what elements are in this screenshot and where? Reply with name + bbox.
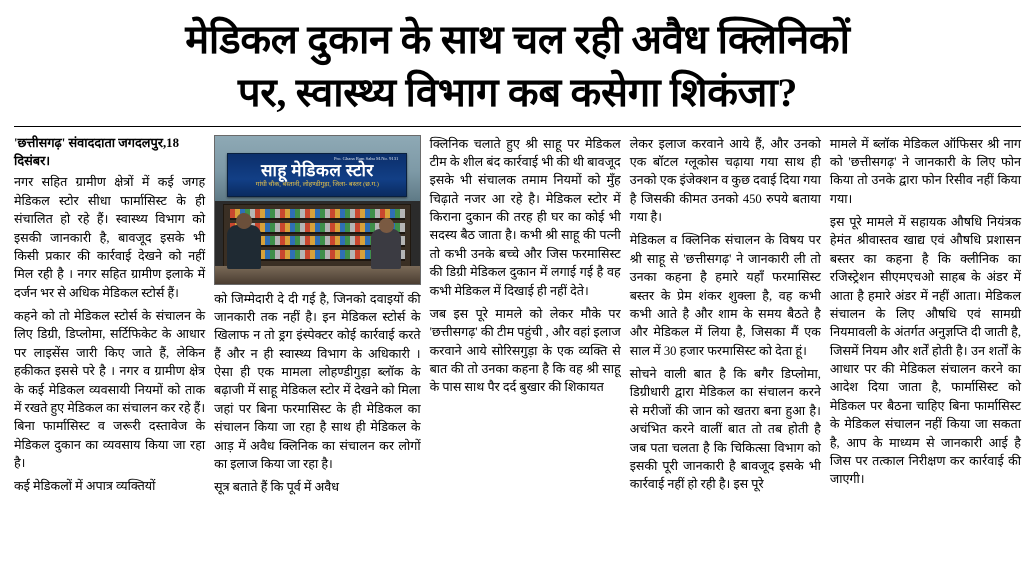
headline-divider (14, 126, 1021, 127)
column-4 (630, 135, 821, 499)
paragraph: सोचने वाली बात है कि बगैर डिप्लोमा, डिग्रीधारी द्वारा मेडिकल का संचालन करने से मरीजों की जान को खतरा बना हुआ है। अचंभित करने वालीं बात तो तब होती है जब पता चलता है कि चिकित्सा विभाग को इसकी पूरी जानकारी है बावजूद इसके भी कार्रवाई नहीं हो रही है। इस पूरे (629, 367, 821, 492)
paragraph: कहने को तो मेडिकल स्टोर्स के संचालन के लिए डिग्री, डिप्लोमा, सर्टिफिकेट के आधार पर लाइसेंस जारी किए जाते हैं, लेकिन हकीकत इससे परे है । नगर व ग्रामीण क्षेत्र के कई मेडिकल व्यवसायी नियमों को ताक में रखते हुए मेडिकल का संचालन कर रहे हैं। बिना फार्मासिस्ट व जरूरी दस्तावेज के मेडिकल दुकान का व्यवसाय किया जा रहा है। (14, 309, 206, 471)
column-1 (14, 135, 205, 501)
sign-sub-text: गांधी चौक, बस्तानी, लोहण्डीगुड़ा, जिला- बस्तर (छ.ग.) (255, 180, 379, 188)
person-figure (227, 225, 261, 269)
person-figure (371, 229, 401, 269)
shop-signboard (227, 153, 407, 197)
article-photo (214, 135, 420, 285)
article-columns (14, 135, 1021, 502)
byline (14, 135, 205, 171)
paragraph: कई मेडिकलों में अपात्र व्यक्तियों (14, 479, 156, 494)
byline-source: 'छत्तीसगढ़' संवाददाता (14, 135, 116, 150)
column-5 (830, 135, 1021, 494)
paragraph: क्लिनिक चलाते हुए श्री साहू पर मेडिकल टीम के शील बंद कार्रवाई भी की थी बावजूद इसके भी संचालक तमाम नियमों को मुँह चिढ़ाते नजर आ रहे है। मेडिकल स्टोर में किराना दुकान की तरह ही घर का कोई भी सदस्य बैठ जाता है। कभी श्री साहू की पत्नी तो कभी उनके बच्चे और जिस फरमासिस्ट की डिग्री मेडिकल दुकान में लगाई गई है वह कभी मेडिकल में दिखाई ही नहीं देते। (429, 136, 621, 298)
column-2 (214, 135, 420, 502)
paragraph: इस पूरे मामले में सहायक औषधि नियंत्रक हेमंत श्रीवास्तव खाद्य एवं औषधि प्रशासन बस्तर का कहना है कि क्लीनिक का रजिस्ट्रेशन सीएमएचओ साहब के अंडर में आता है हमारे अंडर में नहीं आता। मेडिकल संचालन के लिए औषधि एवं सामग्री नियमावली के अंतर्गत अनुज्ञप्ति दी जाती है, जिसमें नियम और शर्तें होती है। उन शर्तों के आधार पर की मेडिकल संचालन करने का आदेश दिया जाता है, फार्मासिस्ट को मेडिकल पर बैठना चाहिए बिना फार्मासिस्ट के मेडिकल संचालन नहीं किया जा सकता है, आप के माध्यम से जानकारी आई है जिस पर तत्काल निरीक्षण कर कार्रवाई की जाएगी। (829, 215, 1021, 487)
paragraph: सूत्र बताते हैं कि पूर्व में अवैध (214, 480, 339, 495)
page-title (14, 14, 1021, 120)
byline-dateline: जगदलपुर,18 दिसंबर। (14, 135, 179, 168)
shelf-row (230, 209, 405, 220)
paragraph: नगर सहित ग्रामीण क्षेत्रों में कई जगह मेडिकल स्टोर सीधा फार्मासिस्ट के ही संचालित हो रहे हैं। स्वास्थ्य विभाग को इसकी जानकारी है, बावजूद इसके भी किसी प्रकार की कार्रवाई देखने को नहीं मिल रही है । नगर सहित ग्रामीण इलाके में दर्जन भर से अधिक मेडिकल स्टोर्स हैं। (14, 175, 206, 300)
paragraph: को जिम्मेदारी दे दी गई है, जिनको दवाइयों की जानकारी तक नहीं है। इन मेडिकल स्टोर्स के खिलाफ न तो ड्रग इंस्पेक्टर कोई कार्रवाई करते हैं और न ही स्वास्थ्य विभाग के अधिकारी । ऐसा ही एक मामला लोहण्डीगुड़ा ब्लॉक के बढ़ाजी में साहू मेडिकल स्टोर में देखने को मिला जहां पर बिना फरमासिस्ट के ही मेडिकल का संचालन किया जा रहा है साथ ही मेडिकल के आड़ में अवैध क्लिनिक का संचालन कर लोगों का इलाज किया जा रहा है। (214, 291, 421, 471)
column-3 (430, 135, 621, 402)
paragraph: मामले में ब्लॉक मेडिकल ऑफिसर श्री नाग को 'छत्तीसगढ़' ने जानकारी के लिए फोन किया तो उनके द्वारा फोन रिसीव नहीं किया गया। (829, 136, 1021, 206)
sign-top-text: Pro. Ghana Ram Sahu M.No. 9131 (334, 156, 399, 162)
sign-main-text: साहू मेडिकल स्टोर (261, 160, 374, 180)
headline-line-1: मेडिकल दुकान के साथ चल रही अवैध क्लिनिकों (185, 17, 850, 62)
paragraph: मेडिकल व क्लिनिक संचालन के विषय पर श्री साहू से 'छत्तीसगढ़' ने जानकारी ली तो उनका कहना है हमारे यहाँ फरमासिस्ट बस्तर के प्रेम शंकर शुक्ला है, वह कभी कभी आते है और शाम के समय बैठते है और मेडिकल में लिया है, जिसका मैं एक साल में 30 हजार फरमासिस्ट को देता हूं। (629, 233, 821, 358)
paragraph: जब इस पूरे मामले को लेकर मौके पर 'छत्तीसगढ़' की टीम पहुंची , और वहां इलाज करवाने आये सोरिसगुड़ा के एक व्यक्ति से बात की तो उनका कहना है कि वह श्री साहू के पास साथ पैर दर्द बुखार की शिकायत (429, 306, 621, 395)
paragraph: लेकर इलाज करवाने आये हैं, और उनको एक बॉटल ग्लूकोस चढ़ाया गया साथ ही उनको एक इंजेक्शन व कुछ दवाई दिया गया है जिसकी कीमत उनको 450 रुपये बताया गया है। (629, 136, 821, 225)
headline-line-2: पर, स्वास्थ्य विभाग कब कसेगा शिकंजा? (237, 69, 798, 115)
